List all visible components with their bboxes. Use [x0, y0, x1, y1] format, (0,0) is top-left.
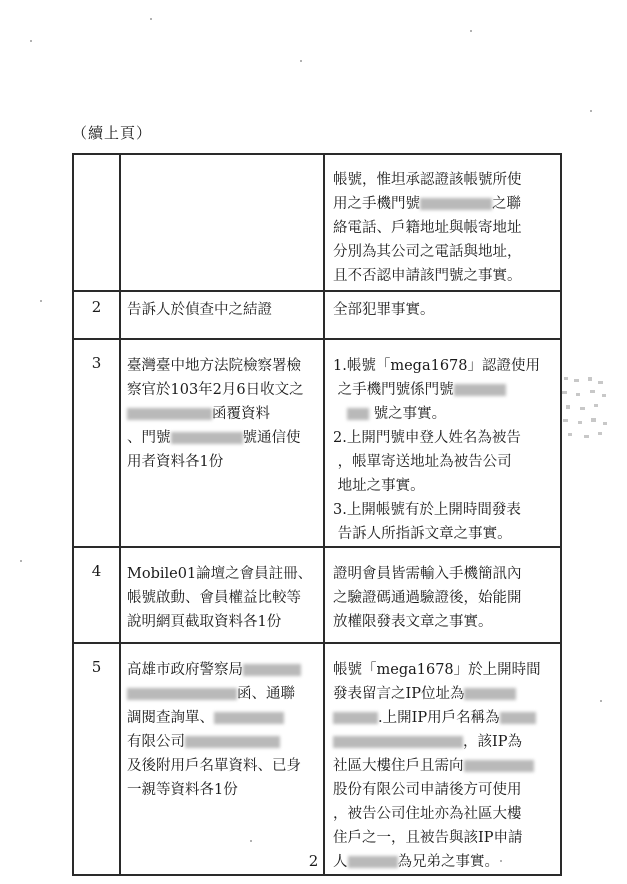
redacted-company [500, 712, 536, 724]
scan-speck [150, 18, 152, 20]
redacted-company [127, 408, 212, 420]
table-row [73, 339, 561, 547]
redacted-phone [420, 198, 492, 210]
page-number: 2 [308, 852, 319, 870]
evidence-table [72, 153, 562, 876]
row-number: 4 [73, 547, 120, 643]
evidence-item-cell: 高雄市政府警察局 函、通聯 調閱查詢單、 有限公司 及後附用戶名單資料、已身 一親等資料各1份 [120, 643, 324, 875]
evidence-item-cell: 臺灣臺中地方法院檢察署檢 察官於103年2月6日收文之 函覆資料 、門號 號通信使 用者資料各1份 [120, 339, 324, 547]
scan-speck [300, 60, 302, 62]
fact-cell: 全部犯罪事實。 [324, 291, 561, 339]
evidence-item-cell [120, 154, 324, 291]
scan-speck [590, 110, 592, 112]
scan-speck [20, 560, 22, 562]
row-number: 2 [73, 291, 120, 339]
redacted-text [243, 664, 301, 676]
scan-speck [40, 300, 42, 302]
fact-cell: 帳號，惟坦承認證該帳號所使 用之手機門號 之聯 絡電話、戶籍地址與帳寄地址 分別為其公司之電話與地址， 且不否認申請該門號之事實。 [324, 154, 561, 291]
row-number [73, 154, 120, 291]
table-row [73, 643, 561, 875]
evidence-item-cell: 告訴人於偵查中之結證 [120, 291, 324, 339]
table-row [73, 547, 561, 643]
fact-cell: 帳號「mega1678」於上開時間 發表留言之IP位址為 .上開IP用戶名稱為 ，該IP為 社區大樓住戶且需向 股份有限公司申請後方可使用 ，被告公司住址亦為社區大樓 住戶之一，且被告與該IP申請 人 為兄弟之事實。 [324, 643, 561, 875]
redacted-phone [171, 432, 243, 444]
row-number: 5 [73, 643, 120, 875]
redacted-company [464, 760, 534, 772]
evidence-item-cell: Mobile01論壇之會員註冊、 帳號啟動、會員權益比較等 說明網頁截取資料各1份 [120, 547, 324, 643]
faded-stamp-marks [560, 375, 610, 445]
table-row [73, 154, 561, 291]
scan-speck [30, 40, 32, 42]
continued-label: （續上頁） [72, 124, 153, 142]
redacted-company [214, 712, 284, 724]
fact-cell: 1.帳號「mega1678」認證使用 之手機門號係門號 號之事實。 2.上開門號申登人姓名為被告 ，帳單寄送地址為被告公司 地址之事實。 3.上開帳號有於上開時間發表 告訴人所指訴文章之事實。 [324, 339, 561, 547]
redacted-company [333, 736, 463, 748]
table-row [73, 291, 561, 339]
redacted-phone [454, 384, 506, 396]
redacted-ip [333, 712, 378, 724]
scan-speck [600, 700, 602, 702]
fact-cell: 證明會員皆需輸入手機簡訊內 之驗證碼通過驗證後，始能開 放權限發表文章之事實。 [324, 547, 561, 643]
redacted-text [127, 688, 237, 700]
redacted-text [185, 736, 280, 748]
row-number: 3 [73, 339, 120, 547]
redacted-ip [464, 688, 516, 700]
scan-speck [470, 30, 472, 32]
redacted-phone [347, 408, 369, 420]
